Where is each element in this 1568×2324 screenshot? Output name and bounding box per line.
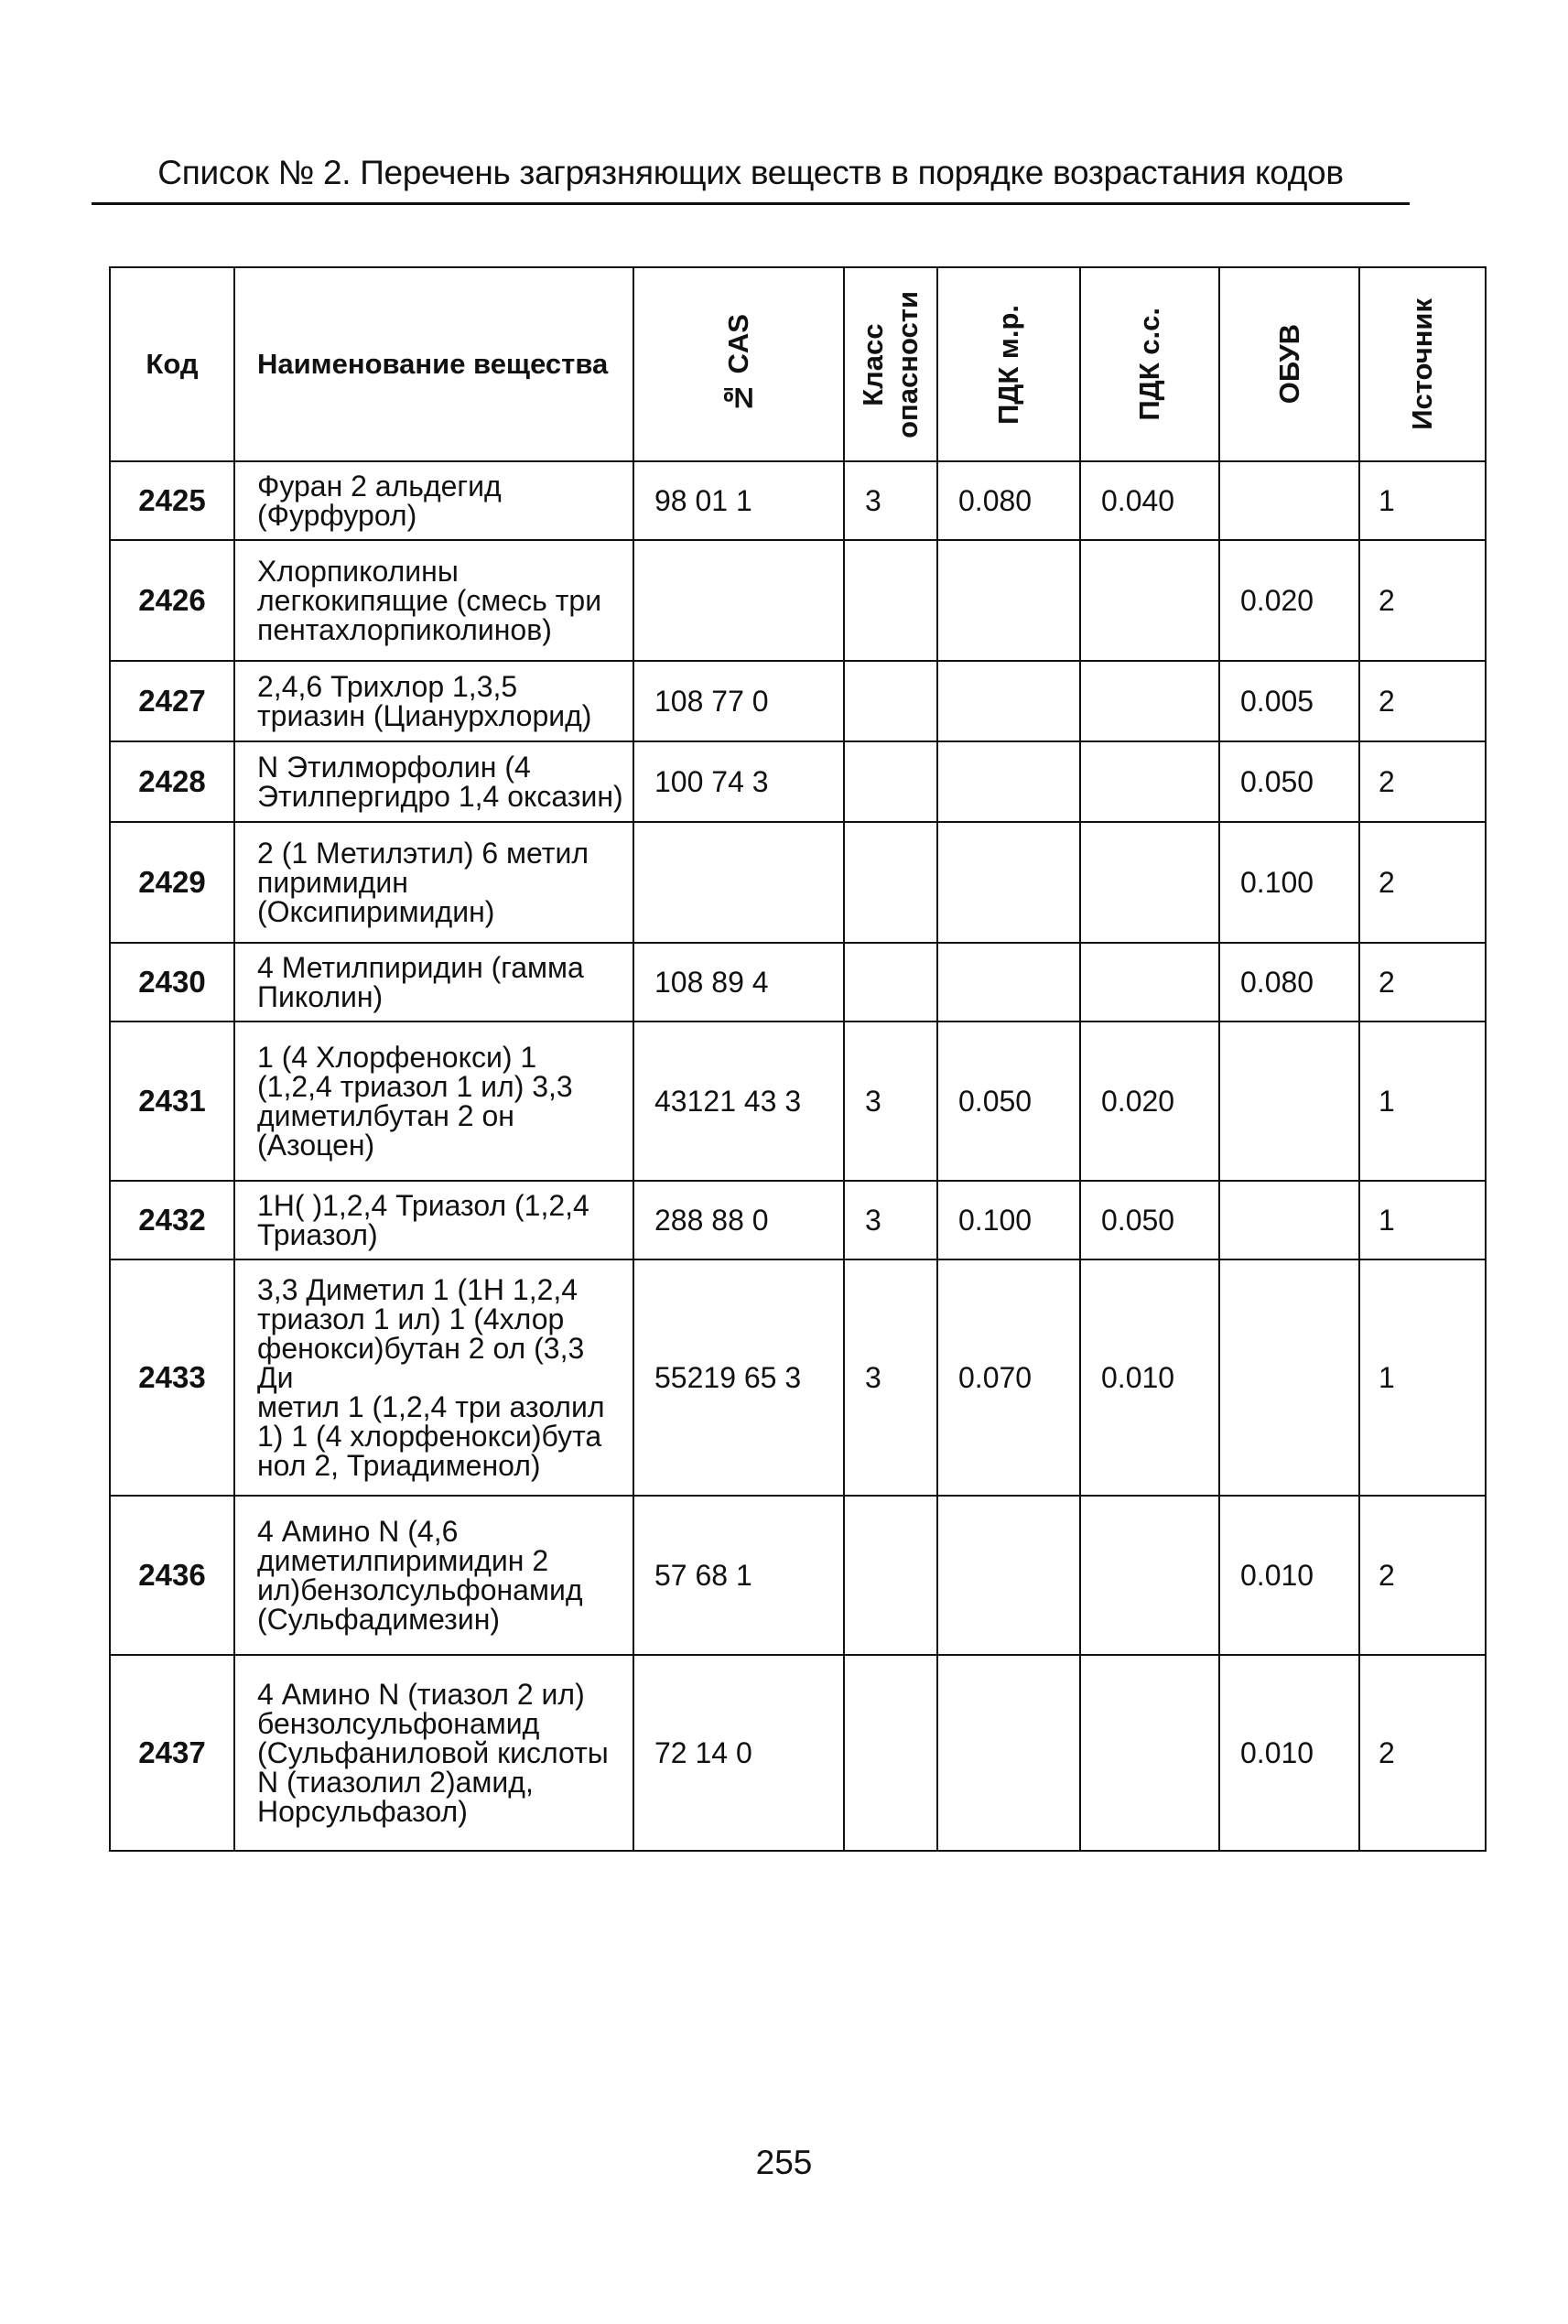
row-cas: 100 74 3 <box>633 741 844 822</box>
row-hazard-class: 3 <box>844 1021 937 1181</box>
table-row <box>110 1181 1486 1259</box>
row-cas: 108 77 0 <box>633 661 844 741</box>
row-code: 2428 <box>110 741 234 822</box>
header-code: Код <box>110 267 234 461</box>
row-pdk-mr <box>937 1496 1080 1655</box>
row-name-line: легкокипящие (смесь три <box>257 584 602 617</box>
row-hazard-class: 3 <box>844 1181 937 1259</box>
row-name-line: Триазол) <box>257 1218 378 1251</box>
row-obuv: 0.100 <box>1219 822 1359 943</box>
row-name-line: фенокси)бутан 2 ол (3,3 Ди <box>257 1332 585 1394</box>
row-source: 1 <box>1359 1021 1486 1181</box>
title-divider <box>92 202 1410 205</box>
row-name-line: (Азоцен) <box>257 1129 375 1162</box>
row-cas: 57 68 1 <box>633 1496 844 1655</box>
header-obuv <box>1219 267 1359 461</box>
table-row <box>110 1496 1486 1655</box>
header-pdk-mr-label: ПДК м.р. <box>992 304 1024 425</box>
row-name-line: триазин (Цианурхлорид) <box>257 699 592 732</box>
row-name-line: (Оксипиримидин) <box>257 895 495 928</box>
row-obuv: 0.050 <box>1219 741 1359 822</box>
row-code: 2430 <box>110 943 234 1021</box>
table-row <box>110 540 1486 661</box>
row-pdk-mr <box>937 661 1080 741</box>
header-obuv-label: ОБУВ <box>1272 324 1305 405</box>
header-hazard-class-line2: опасности <box>892 290 924 438</box>
row-pdk-ss <box>1080 1655 1219 1851</box>
row-obuv: 0.080 <box>1219 943 1359 1021</box>
row-name-line: (1,2,4 триазол 1 ил) 3,3 <box>257 1070 573 1103</box>
row-pdk-mr: 0.100 <box>937 1181 1080 1259</box>
row-source: 2 <box>1359 822 1486 943</box>
row-pdk-ss: 0.050 <box>1080 1181 1219 1259</box>
table-row <box>110 461 1486 540</box>
row-pdk-mr <box>937 943 1080 1021</box>
row-pdk-mr <box>937 1655 1080 1851</box>
row-name-line: 4 Амино N (4,6 <box>257 1515 459 1548</box>
row-name <box>234 661 633 741</box>
row-code: 2427 <box>110 661 234 741</box>
row-code: 2436 <box>110 1496 234 1655</box>
row-cas: 108 89 4 <box>633 943 844 1021</box>
row-name-line: нол 2, Триадименол) <box>257 1449 541 1482</box>
row-source: 2 <box>1359 1655 1486 1851</box>
table-row <box>110 943 1486 1021</box>
row-pdk-mr: 0.070 <box>937 1259 1080 1496</box>
row-name-line: бензолсульфонамид <box>257 1707 540 1740</box>
row-pdk-mr <box>937 540 1080 661</box>
row-cas <box>633 822 844 943</box>
row-name-line: 1Н( )1,2,4 Триазол (1,2,4 <box>257 1189 589 1222</box>
row-hazard-class <box>844 741 937 822</box>
row-hazard-class <box>844 540 937 661</box>
row-hazard-class <box>844 1655 937 1851</box>
row-name <box>234 822 633 943</box>
table-row <box>110 1259 1486 1496</box>
row-pdk-ss <box>1080 661 1219 741</box>
row-pdk-ss: 0.010 <box>1080 1259 1219 1496</box>
row-name-line: Норсульфазол) <box>257 1795 468 1828</box>
table-header-row <box>110 267 1486 461</box>
row-obuv: 0.020 <box>1219 540 1359 661</box>
page-title: Список № 2. Перечень загрязняющих веществ в порядке возрастания кодов <box>157 154 1344 191</box>
table-row <box>110 822 1486 943</box>
row-name-line: N (тиазолил 2)амид, <box>257 1766 534 1799</box>
row-code: 2425 <box>110 461 234 540</box>
row-name-line: ил)бензолсульфонамид <box>257 1573 583 1606</box>
header-hazard-class-label <box>856 291 925 438</box>
row-name-line: Фуран 2 альдегид <box>257 470 502 503</box>
row-hazard-class <box>844 661 937 741</box>
row-name-line: пентахлорпиколинов) <box>257 613 552 646</box>
header-cas-label: № CAS <box>722 314 754 415</box>
row-name <box>234 943 633 1021</box>
row-name-line: Пиколин) <box>257 980 384 1013</box>
row-name-line: (Сульфадимезин) <box>257 1603 501 1636</box>
row-source: 2 <box>1359 1496 1486 1655</box>
row-source: 2 <box>1359 741 1486 822</box>
row-name <box>234 1259 633 1496</box>
row-source: 2 <box>1359 540 1486 661</box>
row-pdk-ss: 0.040 <box>1080 461 1219 540</box>
row-name-line: 1 (4 Хлорфенокси) 1 <box>257 1041 537 1074</box>
row-name-line: диметилпиримидин 2 <box>257 1544 549 1577</box>
row-obuv: 0.010 <box>1219 1496 1359 1655</box>
row-pdk-mr <box>937 741 1080 822</box>
row-name-line: 2 (1 Метилэтил) 6 метил <box>257 837 589 870</box>
row-code: 2431 <box>110 1021 234 1181</box>
row-pdk-ss <box>1080 741 1219 822</box>
row-pdk-ss <box>1080 540 1219 661</box>
row-name-line: пиримидин <box>257 866 408 899</box>
row-pdk-mr: 0.050 <box>937 1021 1080 1181</box>
table-row <box>110 1021 1486 1181</box>
row-hazard-class <box>844 943 937 1021</box>
header-name: Наименование вещества <box>234 267 633 461</box>
row-name-line: 3,3 Диметил 1 (1Н 1,2,4 <box>257 1273 579 1306</box>
row-name-line: 1) 1 (4 хлорфенокси)бута <box>257 1420 602 1453</box>
row-name <box>234 741 633 822</box>
row-code: 2433 <box>110 1259 234 1496</box>
row-hazard-class <box>844 1496 937 1655</box>
table-row <box>110 741 1486 822</box>
row-code: 2437 <box>110 1655 234 1851</box>
row-obuv <box>1219 461 1359 540</box>
header-cas <box>633 267 844 461</box>
row-name-line: метил 1 (1,2,4 три азолил <box>257 1390 605 1423</box>
row-name <box>234 1655 633 1851</box>
header-source <box>1359 267 1486 461</box>
table-row <box>110 661 1486 741</box>
row-name-line: 2,4,6 Трихлор 1,3,5 <box>257 670 518 703</box>
row-name-line: триазол 1 ил) 1 (4хлор <box>257 1303 565 1335</box>
row-cas <box>633 540 844 661</box>
row-hazard-class: 3 <box>844 461 937 540</box>
row-name-line: 4 Метилпиридин (гамма <box>257 951 584 984</box>
row-name <box>234 1181 633 1259</box>
header-pdk-mr <box>937 267 1080 461</box>
substances-table <box>109 266 1487 1852</box>
row-pdk-ss <box>1080 1496 1219 1655</box>
row-name-line: 4 Амино N (тиазол 2 ил) <box>257 1678 585 1711</box>
row-source: 1 <box>1359 461 1486 540</box>
row-pdk-ss <box>1080 822 1219 943</box>
row-code: 2429 <box>110 822 234 943</box>
row-hazard-class: 3 <box>844 1259 937 1496</box>
row-pdk-mr: 0.080 <box>937 461 1080 540</box>
row-name <box>234 540 633 661</box>
row-source: 1 <box>1359 1181 1486 1259</box>
header-pdk-ss-label: ПДК с.с. <box>1133 308 1165 421</box>
page-number: 255 <box>755 2144 813 2181</box>
row-hazard-class <box>844 822 937 943</box>
row-obuv: 0.010 <box>1219 1655 1359 1851</box>
table-row <box>110 1655 1486 1851</box>
row-pdk-ss <box>1080 943 1219 1021</box>
row-name <box>234 1021 633 1181</box>
row-obuv <box>1219 1181 1359 1259</box>
row-cas: 72 14 0 <box>633 1655 844 1851</box>
row-name-line: диметилбутан 2 он <box>257 1099 514 1132</box>
row-cas: 288 88 0 <box>633 1181 844 1259</box>
row-obuv: 0.005 <box>1219 661 1359 741</box>
row-name-line: (Сульфаниловой кислоты <box>257 1736 609 1769</box>
row-pdk-mr <box>937 822 1080 943</box>
row-cas: 98 01 1 <box>633 461 844 540</box>
row-name <box>234 1496 633 1655</box>
row-name-line: Хлорпиколины <box>257 555 459 588</box>
row-cas: 55219 65 3 <box>633 1259 844 1496</box>
row-pdk-ss: 0.020 <box>1080 1021 1219 1181</box>
header-hazard-class-line1: Класс <box>857 322 889 406</box>
row-obuv <box>1219 1259 1359 1496</box>
header-source-label: Источник <box>1406 298 1438 430</box>
row-source: 2 <box>1359 943 1486 1021</box>
header-hazard-class <box>844 267 937 461</box>
row-name-line: (Фурфурол) <box>257 499 417 532</box>
table-body <box>110 461 1486 1851</box>
row-name-line: N Этилморфолин (4 <box>257 751 531 784</box>
row-source: 1 <box>1359 1259 1486 1496</box>
row-name-line: Этилпергидро 1,4 оксазин) <box>257 780 623 813</box>
row-name <box>234 461 633 540</box>
row-cas: 43121 43 3 <box>633 1021 844 1181</box>
row-source: 2 <box>1359 661 1486 741</box>
row-obuv <box>1219 1021 1359 1181</box>
row-code: 2426 <box>110 540 234 661</box>
row-code: 2432 <box>110 1181 234 1259</box>
header-pdk-ss <box>1080 267 1219 461</box>
